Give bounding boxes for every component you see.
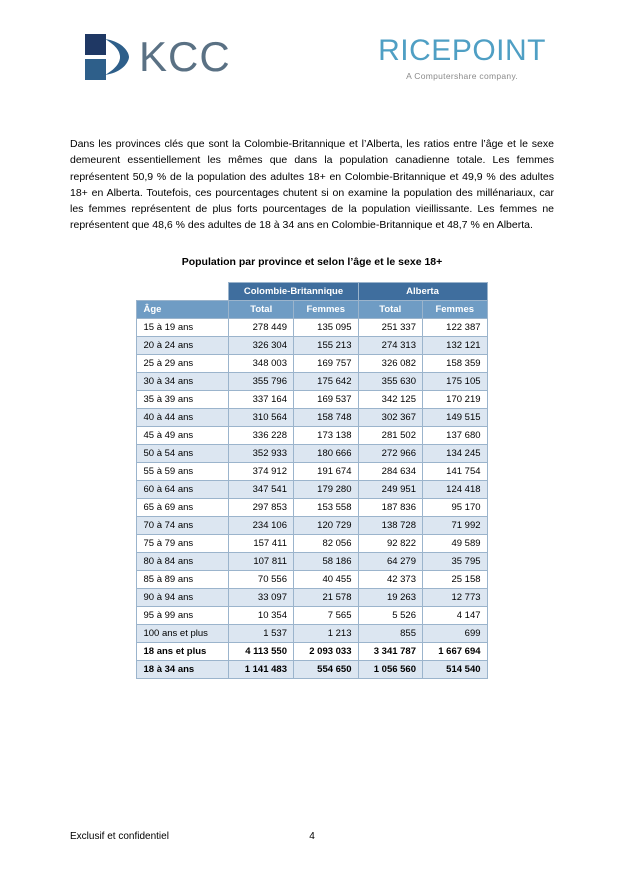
cell-bc-total: 337 164 bbox=[229, 390, 294, 408]
cell-age: 50 à 54 ans bbox=[137, 444, 229, 462]
cell-ab-total: 92 822 bbox=[358, 534, 423, 552]
cell-ab-total: 272 966 bbox=[358, 444, 423, 462]
table-row bbox=[137, 516, 487, 534]
table-row bbox=[137, 318, 487, 336]
table-row bbox=[137, 480, 487, 498]
cell-ab-femmes: 141 754 bbox=[423, 462, 488, 480]
table-corner-cell bbox=[137, 282, 229, 300]
cell-age: 100 ans et plus bbox=[137, 624, 229, 642]
cell-bc-femmes: 158 748 bbox=[293, 408, 358, 426]
cell-bc-femmes: 153 558 bbox=[293, 498, 358, 516]
table-row bbox=[137, 372, 487, 390]
cell-ab-femmes: 122 387 bbox=[423, 318, 488, 336]
cell-age: 70 à 74 ans bbox=[137, 516, 229, 534]
cell-ab-femmes: 4 147 bbox=[423, 606, 488, 624]
cell-bc-femmes: 155 213 bbox=[293, 336, 358, 354]
cell-bc-femmes: 554 650 bbox=[293, 660, 358, 678]
cell-bc-total: 374 912 bbox=[229, 462, 294, 480]
cell-age: 80 à 84 ans bbox=[137, 552, 229, 570]
cell-ab-femmes: 12 773 bbox=[423, 588, 488, 606]
cell-bc-total: 234 106 bbox=[229, 516, 294, 534]
cell-bc-femmes: 120 729 bbox=[293, 516, 358, 534]
footer-page-number: 4 bbox=[309, 831, 315, 842]
cell-bc-total: 355 796 bbox=[229, 372, 294, 390]
cell-ab-total: 42 373 bbox=[358, 570, 423, 588]
cell-age: 45 à 49 ans bbox=[137, 426, 229, 444]
cell-ab-total: 5 526 bbox=[358, 606, 423, 624]
table-row bbox=[137, 660, 487, 678]
cell-bc-total: 278 449 bbox=[229, 318, 294, 336]
cell-bc-total: 10 354 bbox=[229, 606, 294, 624]
table-row bbox=[137, 462, 487, 480]
cell-bc-femmes: 7 565 bbox=[293, 606, 358, 624]
kcc-logo bbox=[85, 34, 231, 80]
cell-bc-total: 310 564 bbox=[229, 408, 294, 426]
cell-ab-femmes: 137 680 bbox=[423, 426, 488, 444]
cell-ab-total: 64 279 bbox=[358, 552, 423, 570]
table-row bbox=[137, 498, 487, 516]
cell-bc-femmes: 175 642 bbox=[293, 372, 358, 390]
column-header-age: Âge bbox=[137, 300, 229, 318]
cell-ab-total: 251 337 bbox=[358, 318, 423, 336]
population-table bbox=[136, 282, 487, 679]
column-header-ab-total: Total bbox=[358, 300, 423, 318]
cell-bc-femmes: 169 537 bbox=[293, 390, 358, 408]
table-row bbox=[137, 642, 487, 660]
cell-bc-total: 70 556 bbox=[229, 570, 294, 588]
cell-ab-total: 1 056 560 bbox=[358, 660, 423, 678]
cell-bc-femmes: 191 674 bbox=[293, 462, 358, 480]
ricepoint-logo-text: RICEPOINT bbox=[378, 34, 546, 67]
table-title: Population par province et selon l’âge et le sexe 18+ bbox=[181, 255, 443, 268]
cell-ab-femmes: 158 359 bbox=[423, 354, 488, 372]
cell-ab-femmes: 1 667 694 bbox=[423, 642, 488, 660]
cell-ab-femmes: 699 bbox=[423, 624, 488, 642]
cell-ab-femmes: 132 121 bbox=[423, 336, 488, 354]
column-header-bc-total: Total bbox=[229, 300, 294, 318]
cell-bc-total: 1 141 483 bbox=[229, 660, 294, 678]
cell-bc-total: 297 853 bbox=[229, 498, 294, 516]
page-footer bbox=[70, 831, 554, 842]
cell-bc-total: 157 411 bbox=[229, 534, 294, 552]
cell-bc-femmes: 179 280 bbox=[293, 480, 358, 498]
population-table-wrap bbox=[70, 282, 554, 679]
cell-age: 35 à 39 ans bbox=[137, 390, 229, 408]
cell-ab-femmes: 71 992 bbox=[423, 516, 488, 534]
cell-age: 30 à 34 ans bbox=[137, 372, 229, 390]
cell-bc-femmes: 135 095 bbox=[293, 318, 358, 336]
page-header bbox=[70, 28, 554, 108]
cell-bc-total: 352 933 bbox=[229, 444, 294, 462]
cell-ab-femmes: 514 540 bbox=[423, 660, 488, 678]
cell-age: 75 à 79 ans bbox=[137, 534, 229, 552]
cell-bc-femmes: 58 186 bbox=[293, 552, 358, 570]
cell-ab-total: 138 728 bbox=[358, 516, 423, 534]
cell-ab-femmes: 35 795 bbox=[423, 552, 488, 570]
cell-bc-femmes: 21 578 bbox=[293, 588, 358, 606]
cell-ab-femmes: 134 245 bbox=[423, 444, 488, 462]
table-row bbox=[137, 624, 487, 642]
table-row bbox=[137, 534, 487, 552]
kcc-swoosh-icon bbox=[103, 36, 131, 78]
cell-ab-femmes: 149 515 bbox=[423, 408, 488, 426]
table-province-header-row bbox=[137, 282, 487, 300]
footer-confidential: Exclusif et confidentiel bbox=[70, 831, 169, 842]
population-table-body bbox=[137, 318, 487, 678]
cell-age: 55 à 59 ans bbox=[137, 462, 229, 480]
cell-bc-femmes: 1 213 bbox=[293, 624, 358, 642]
table-row bbox=[137, 390, 487, 408]
table-row bbox=[137, 570, 487, 588]
cell-ab-total: 187 836 bbox=[358, 498, 423, 516]
table-row bbox=[137, 408, 487, 426]
cell-age: 18 à 34 ans bbox=[137, 660, 229, 678]
document-page bbox=[0, 28, 624, 880]
cell-age: 65 à 69 ans bbox=[137, 498, 229, 516]
ricepoint-logo bbox=[378, 36, 546, 81]
cell-ab-total: 326 082 bbox=[358, 354, 423, 372]
cell-age: 40 à 44 ans bbox=[137, 408, 229, 426]
table-row bbox=[137, 336, 487, 354]
cell-ab-total: 355 630 bbox=[358, 372, 423, 390]
cell-bc-femmes: 173 138 bbox=[293, 426, 358, 444]
cell-age: 18 ans et plus bbox=[137, 642, 229, 660]
cell-bc-total: 347 541 bbox=[229, 480, 294, 498]
ricepoint-tagline: A Computershare company. bbox=[406, 71, 519, 81]
table-row bbox=[137, 606, 487, 624]
cell-ab-femmes: 170 219 bbox=[423, 390, 488, 408]
cell-bc-total: 4 113 550 bbox=[229, 642, 294, 660]
cell-ab-total: 342 125 bbox=[358, 390, 423, 408]
cell-bc-femmes: 2 093 033 bbox=[293, 642, 358, 660]
cell-bc-femmes: 40 455 bbox=[293, 570, 358, 588]
cell-ab-total: 855 bbox=[358, 624, 423, 642]
cell-ab-total: 249 951 bbox=[358, 480, 423, 498]
cell-age: 85 à 89 ans bbox=[137, 570, 229, 588]
table-row bbox=[137, 552, 487, 570]
table-row bbox=[137, 426, 487, 444]
cell-ab-femmes: 49 589 bbox=[423, 534, 488, 552]
cell-bc-total: 33 097 bbox=[229, 588, 294, 606]
cell-ab-total: 274 313 bbox=[358, 336, 423, 354]
cell-bc-total: 336 228 bbox=[229, 426, 294, 444]
cell-age: 25 à 29 ans bbox=[137, 354, 229, 372]
table-row bbox=[137, 444, 487, 462]
cell-age: 60 à 64 ans bbox=[137, 480, 229, 498]
intro-paragraph: Dans les provinces clés que sont la Colombie-Britannique et l’Alberta, les ratios entre l’âge et le sexe demeurent essentiellement les mêmes que dans la population canadienne totale. Les femmes représentent 50,9 % de la population des adultes 18+ en Colombie-Britannique et 49,9 % des adultes 18+ en Alberta. Toutefois, ces pourcentages chutent si on examine la population des millénariaux, car les femmes représentent de plus forts pourcentages de la population vieillissante. Les femmes ne représentent que 48,6 % des adultes de 18 à 34 ans en Colombie-Britannique et 48,7 % en Alberta. bbox=[70, 138, 554, 232]
cell-age: 90 à 94 ans bbox=[137, 588, 229, 606]
cell-ab-total: 19 263 bbox=[358, 588, 423, 606]
cell-bc-femmes: 169 757 bbox=[293, 354, 358, 372]
cell-ab-total: 302 367 bbox=[358, 408, 423, 426]
column-header-ab-femmes: Femmes bbox=[423, 300, 488, 318]
cell-bc-total: 348 003 bbox=[229, 354, 294, 372]
cell-ab-total: 284 634 bbox=[358, 462, 423, 480]
cell-ab-femmes: 175 105 bbox=[423, 372, 488, 390]
province-header-bc: Colombie-Britannique bbox=[229, 282, 358, 300]
cell-age: 95 à 99 ans bbox=[137, 606, 229, 624]
kcc-logo-text: KCC bbox=[139, 33, 231, 80]
cell-ab-total: 281 502 bbox=[358, 426, 423, 444]
province-header-ab: Alberta bbox=[358, 282, 487, 300]
cell-bc-femmes: 82 056 bbox=[293, 534, 358, 552]
kcc-logo-mark-icon bbox=[85, 34, 131, 80]
table-row bbox=[137, 354, 487, 372]
cell-bc-femmes: 180 666 bbox=[293, 444, 358, 462]
cell-ab-femmes: 124 418 bbox=[423, 480, 488, 498]
cell-ab-femmes: 25 158 bbox=[423, 570, 488, 588]
cell-bc-total: 326 304 bbox=[229, 336, 294, 354]
cell-age: 15 à 19 ans bbox=[137, 318, 229, 336]
column-header-bc-femmes: Femmes bbox=[293, 300, 358, 318]
cell-ab-total: 3 341 787 bbox=[358, 642, 423, 660]
cell-bc-total: 107 811 bbox=[229, 552, 294, 570]
cell-ab-femmes: 95 170 bbox=[423, 498, 488, 516]
cell-bc-total: 1 537 bbox=[229, 624, 294, 642]
table-column-header-row bbox=[137, 300, 487, 318]
table-row bbox=[137, 588, 487, 606]
cell-age: 20 à 24 ans bbox=[137, 336, 229, 354]
